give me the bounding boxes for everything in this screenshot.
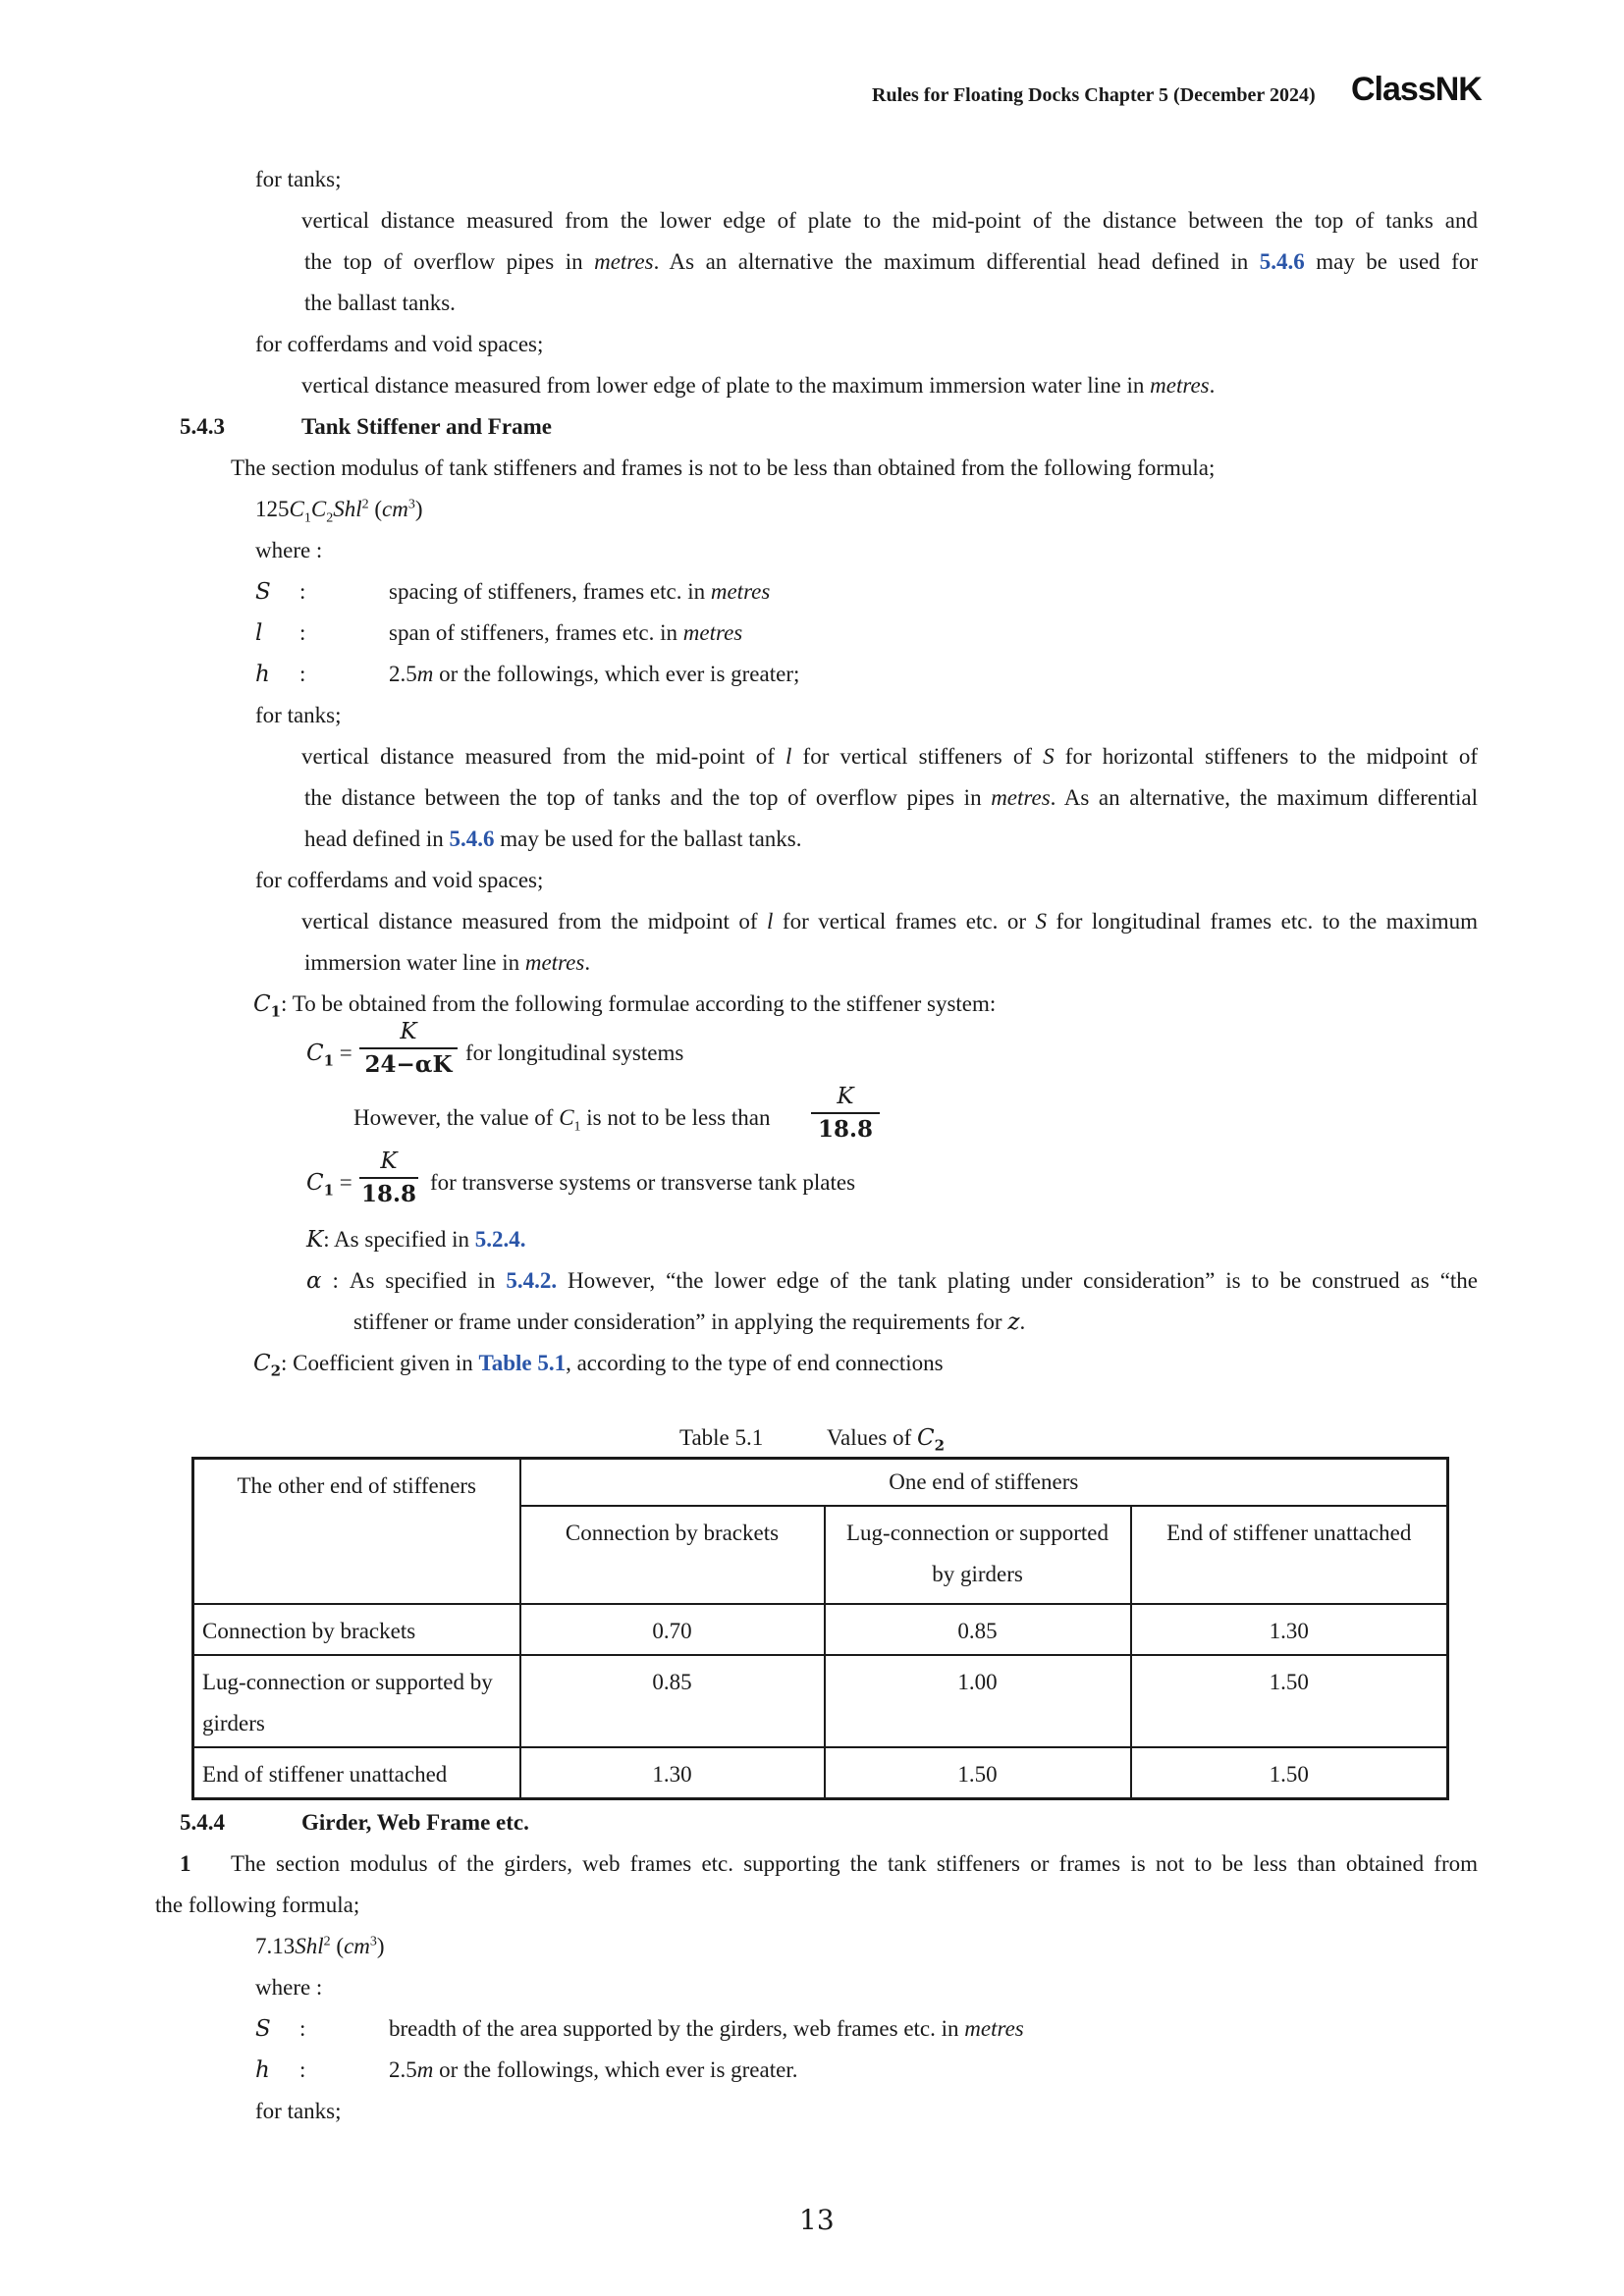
cofferdams-text-line-1: vertical distance measured from lower edge of plate to the maximum immersion water line in metres. [301,373,1216,398]
table-row-label: End of stiffener unattached [193,1747,520,1799]
cofferdams-543-line-2: immersion water line in metres. [304,950,591,975]
for-cofferdams-label: for cofferdams and void spaces; [255,868,544,892]
c1-long-fraction: K 24−αK [359,1019,458,1078]
section-number-5-4-3: 5.4.3 [180,414,225,439]
table-row [193,1655,1448,1747]
paragraph-number: 1 [180,1851,191,1876]
def-symbol-s: S [255,579,271,605]
table-5-1 [191,1457,1449,1800]
def-text-h: 2.5m or the followings, which ever is greater; [389,662,800,686]
def-text-h: 2.5m or the followings, which ever is greater. [389,2057,798,2082]
c1-trans-text: for transverse systems or transverse tank plates [430,1170,856,1195]
table-column-header: Connection by brackets [520,1506,825,1604]
def-text-s: spacing of stiffeners, frames etc. in metres [389,579,771,604]
c2-definition: $C_2$: Coefficient given in Table 5.1, according to the type of end connections [253,1351,944,1380]
ref-5-4-6-link[interactable]: 5.4.6 [1259,249,1305,274]
def-colon: : [299,579,306,604]
table-row-label: Connection by brackets [193,1604,520,1655]
section-number-5-4-4: 5.4.4 [180,1810,225,1835]
c1-definition: $C_1$: To be obtained from the following formulae according to the stiffener system: [253,991,997,1021]
section-5-4-4-para-line-2: the following formula; [155,1893,360,1917]
table-caption-text: Values of $C_2$ [827,1425,946,1455]
cofferdams-543-line-1: vertical distance measured from the midpoint of l for vertical frames etc. or S for longitudinal frames etc. to the maximum [301,909,1478,934]
section-5-4-3-intro: The section modulus of tank stiffeners and frames is not to be less than obtained from the following formula; [231,455,1216,480]
table-cell: 1.30 [520,1747,825,1799]
table-row [193,1747,1448,1799]
ref-5-2-4-link[interactable]: 5.2.4. [474,1227,526,1252]
table-cell: 1.00 [825,1655,1131,1747]
def-colon: : [299,2016,306,2041]
table-corner-header: The other end of stiffeners [193,1459,520,1605]
def-text-l: span of stiffeners, frames etc. in metres [389,620,743,645]
ref-5-4-6-link[interactable]: 5.4.6 [449,827,495,851]
alpha-definition-line-1: α : As specified in 5.4.2. However, “the lower edge of the tank plating under consideration” is to be construed as “the [306,1268,1478,1294]
tanks-543-line-1: vertical distance measured from the mid-point of l for vertical stiffeners of S for horizontal stiffeners to the midpoint of [301,744,1479,769]
table-row-label: Lug-connection or supported by girders [193,1655,520,1747]
for-tanks-label: for tanks; [255,167,342,191]
table-cell: 1.30 [1131,1604,1448,1655]
table-column-header: End of stiffener unattached [1131,1506,1448,1604]
section-5-4-4-para-line-1: The section modulus of the girders, web frames etc. supporting the tank stiffeners or frames is not to be less than obtained from [231,1851,1478,1876]
def-symbol-h: h [255,2057,270,2083]
table-caption-number: Table 5.1 [679,1425,764,1450]
section-title-5-4-4: Girder, Web Frame etc. [301,1810,529,1835]
c1-however-text: However, the value of $C_1$ is not to be less than [353,1105,771,1135]
k-definition: K: As specified in 5.2.4. [306,1227,526,1253]
formula-543: $125C_1C_2Shl^2$ $(cm^3)$ [255,497,423,526]
where-label: where : [255,1975,323,2000]
table-cell: 0.85 [520,1655,825,1747]
tanks-text-line-1: vertical distance measured from the lower edge of plate to the mid-point of the distance between the top of tanks and [301,208,1478,233]
table-cell: 1.50 [1131,1747,1448,1799]
def-colon: : [299,2057,306,2082]
def-symbol-s: S [255,2016,271,2042]
for-cofferdams-label: for cofferdams and void spaces; [255,332,544,356]
def-colon: : [299,662,306,686]
c1-min-fraction: K 18.8 [811,1084,880,1143]
def-text-s: breadth of the area supported by the girders, web frames etc. in metres [389,2016,1024,2041]
for-tanks-label: for tanks; [255,2099,342,2123]
tanks-543-line-2: the distance between the top of tanks and the top of overflow pipes in metres. As an alternative, the maximum differential [304,785,1479,810]
section-title-5-4-3: Tank Stiffener and Frame [301,414,552,439]
tanks-text-line-3: the ballast tanks. [304,291,456,315]
page-number: 13 [799,2204,835,2236]
for-tanks-label: for tanks; [255,703,342,727]
c1-trans-lhs: $C_1$ = [306,1170,352,1200]
tanks-543-line-3: head defined in 5.4.6 may be used for the ballast tanks. [304,827,802,851]
def-symbol-h: h [255,662,270,687]
def-colon: : [299,620,306,645]
classnk-logo: ClassNK [1351,71,1482,108]
table-group-header: One end of stiffeners [520,1459,1448,1507]
c1-long-text: for longitudinal systems [465,1041,684,1065]
c1-long-lhs: $C_1$ = [306,1041,352,1070]
where-label: where : [255,538,323,562]
def-symbol-l: l [255,620,263,646]
table-cell: 1.50 [825,1747,1131,1799]
table-row [193,1604,1448,1655]
running-header: Rules for Floating Docks Chapter 5 (December 2024) [872,84,1316,106]
tanks-text-line-2: the top of overflow pipes in metres. As an alternative the maximum differential head defined in 5.4.6 may be used for [304,249,1478,274]
table-cell: 0.70 [520,1604,825,1655]
table-5-1-link[interactable]: Table 5.1 [478,1351,567,1375]
table-cell: 1.50 [1131,1655,1448,1747]
c1-trans-fraction: K 18.8 [360,1148,417,1207]
table-cell: 0.85 [825,1604,1131,1655]
formula-544: 7.13Shl$^2$ $(cm^3)$ [255,1934,385,1958]
table-column-header: Lug-connection or supported by girders [825,1506,1131,1604]
alpha-definition-line-2: stiffener or frame under consideration” in applying the requirements for z. [353,1309,1026,1335]
ref-5-4-2-link[interactable]: 5.4.2. [506,1268,558,1293]
